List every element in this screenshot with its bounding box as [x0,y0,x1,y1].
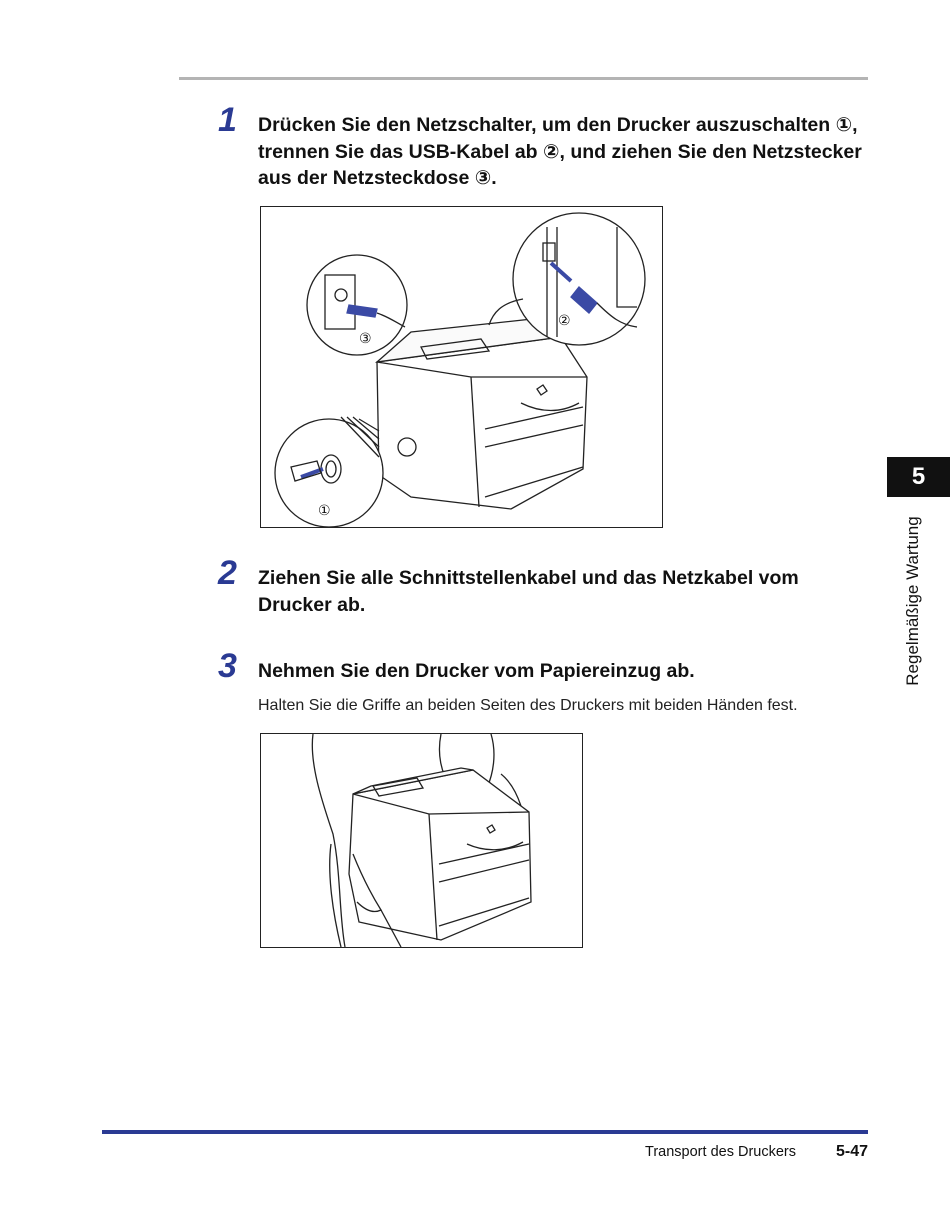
figure-lift-printer [260,733,583,948]
chapter-tab: 5 [887,457,950,497]
figure-unplug-printer [260,206,663,528]
callout-2-label: ② [558,313,571,329]
step-3-number: 3 [218,647,237,685]
step-1-text: Drücken Sie den Netzschalter, um den Drucker auszuschalten ①, trennen Sie das USB-Kabel ab ②, und ziehen Sie den Netzstecker aus der Netzsteckdose ③. [258,114,862,189]
bottom-rule [102,1130,868,1134]
chapter-title: Regelmäßige Wartung [903,516,922,686]
footer-section-title: Transport des Druckers [645,1144,796,1160]
lift-illustration [261,734,582,947]
unplug-illustration [261,207,662,527]
callout-3-label: ③ [359,331,372,347]
callout-1-label: ① [318,503,331,519]
top-rule [179,77,868,80]
footer-page-number: 5-47 [835,1143,868,1160]
step-1-number: 1 [218,101,237,139]
step-3-subtext: Halten Sie die Griffe an beiden Seiten des Druckers mit beiden Händen fest. [258,697,798,714]
step-2-number: 2 [218,554,237,592]
step-3-text: Nehmen Sie den Drucker vom Papiereinzug ab. [258,660,695,682]
step-2-text: Ziehen Sie alle Schnittstellenkabel und das Netzkabel vom Drucker ab. [258,567,799,616]
